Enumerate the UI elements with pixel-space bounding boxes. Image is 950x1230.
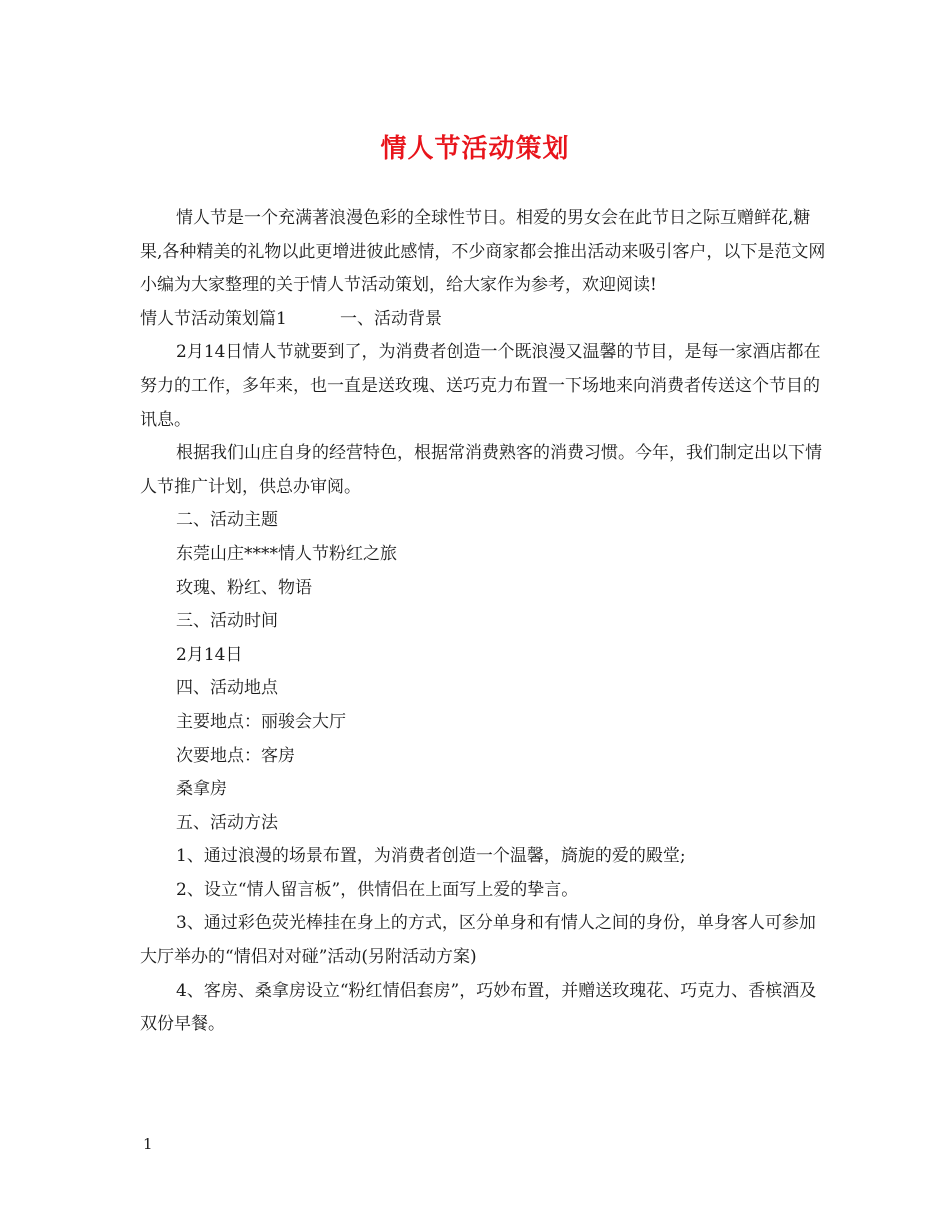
- page-title: 情人节活动策划: [380, 134, 570, 164]
- paragraph: 2月14日情人节就要到了，为消费者创造一个既浪漫又温馨的节目，是每一家酒店都在努力的工作，多年来，也一直是送玫瑰、送巧克力布置一下场地来向消费者传送这个节目的讯息。: [140, 342, 821, 430]
- paragraph-heading: 四、活动地点: [176, 678, 278, 699]
- paragraph-heading: 五、活动方法: [176, 812, 278, 833]
- section-heading: 一、活动背景: [340, 308, 442, 329]
- paragraph: 4、客房、桑拿房设立“粉红情侣套房”，巧妙布置，并赠送玫瑰花、巧克力、香槟酒及双份早餐。: [140, 980, 817, 1035]
- paragraph: 2、设立“情人留言板”，供情侣在上面写上爱的挚言。: [176, 879, 579, 900]
- paragraph: 桑拿房: [176, 779, 227, 800]
- section-label: 情人节活动策划篇1: [140, 308, 287, 329]
- paragraph: 次要地点：客房: [176, 745, 295, 766]
- paragraph: 主要地点：丽骏会大厅: [176, 711, 346, 732]
- paragraph-heading: 三、活动时间: [176, 611, 278, 632]
- section-heading-line: [140, 303, 830, 337]
- paragraph-heading: 二、活动主题: [176, 510, 278, 531]
- paragraph: 根据我们山庄自身的经营特色，根据常消费熟客的消费习惯。今年，我们制定出以下情人节推广计划，供总办审阅。: [140, 443, 822, 497]
- paragraph: 东莞山庄****情人节粉红之旅: [176, 543, 397, 564]
- paragraph: 2月14日: [176, 644, 243, 665]
- page-number: 1: [143, 1135, 153, 1153]
- paragraph: 玫瑰、粉红、物语: [176, 577, 312, 598]
- paragraph: 3、通过彩色荧光棒挂在身上的方式，区分单身和有情人之间的身份，单身客人可参加大厅举办的“情侣对对碰”活动(另附活动方案): [140, 913, 816, 968]
- paragraph: 1、通过浪漫的场景布置，为消费者创造一个温馨，旖旎的爱的殿堂;: [176, 846, 686, 867]
- intro-paragraph: 情人节是一个充满著浪漫色彩的全球性节日。相爱的男女会在此节日之际互赠鲜花,糖果,各种精美的礼物以此更增进彼此感情，不少商家都会推出活动来吸引客户，以下是范文网小编为大家整理的关于情人节活动策划，给大家作为参考，欢迎阅读!: [140, 208, 826, 296]
- document-body: [140, 202, 830, 1042]
